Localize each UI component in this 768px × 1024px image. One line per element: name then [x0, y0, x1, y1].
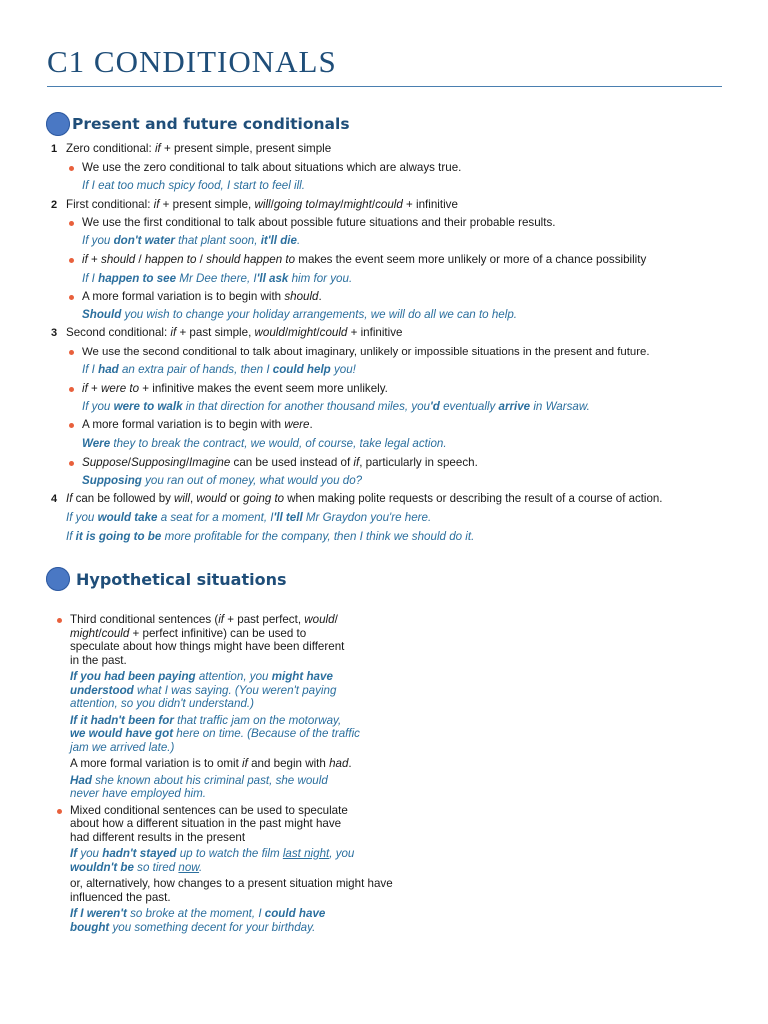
- circle-icon: [46, 567, 70, 591]
- example-sentence: Supposing you ran out of money, what would you do?: [82, 474, 363, 487]
- example-sentence: If you had been paying attention, you might have understood what I was saying. (You weren't paying attention, so you didn't understand.): [70, 670, 337, 710]
- item-number: 2: [51, 199, 58, 211]
- item-heading: If can be followed by will, would or going to when making polite requests or describing the result of a course of action.: [66, 493, 663, 505]
- item-heading: Second conditional: if + past simple, would/might/could + infinitive: [66, 326, 403, 339]
- bullet-text: We use the first conditional to talk about possible future situations and their probable results.: [82, 216, 556, 229]
- example-sentence: If you would take a seat for a moment, I'll tell Mr Graydon you're here.: [66, 511, 432, 524]
- example-sentence: If I weren't so broke at the moment, I could have bought you something decent for your birthday.: [70, 907, 326, 934]
- example-sentence: If I had an extra pair of hands, then I could help you!: [82, 363, 356, 376]
- example-sentence: Should you wish to change your holiday arrangements, we will do all we can to help.: [82, 308, 517, 321]
- bullet-text: We use the zero conditional to talk about situations which are always true.: [82, 161, 462, 174]
- example-sentence: If I eat too much spicy food, I start to feel ill.: [82, 179, 305, 192]
- bullet-text: A more formal variation is to begin with were.: [82, 418, 313, 431]
- item-heading: First conditional: if + present simple, will/going to/may/might/could + infinitive: [66, 198, 458, 211]
- example-sentence: If you were to walk in that direction for another thousand miles, you'd eventually arrive in Warsaw.: [82, 400, 590, 413]
- bullet-text: Mixed conditional sentences can be used to speculate about how a different situation in the past might have had different results in the present: [70, 804, 395, 845]
- circle-icon: [46, 112, 70, 136]
- bullet-text: Suppose/Supposing/Imagine can be used instead of if, particularly in speech.: [82, 456, 478, 469]
- title-divider: [47, 86, 722, 87]
- bullet-text: Third conditional sentences (if + past perfect, would/ might/could + perfect infinitive) can be used to speculate about how things might have been different in the past.: [70, 613, 395, 667]
- item-number: 3: [51, 327, 58, 339]
- example-sentence: If I happen to see Mr Dee there, I'll ask him for you.: [82, 272, 353, 285]
- bullet-text: if + were to + infinitive makes the event seem more unlikely.: [82, 382, 388, 395]
- example-sentence: If it is going to be more profitable for the company, then I think we should do it.: [66, 530, 475, 543]
- example-sentence: If you hadn't stayed up to watch the film last night, you wouldn't be so tired now.: [70, 847, 355, 874]
- bullet-text: We use the second conditional to talk about imaginary, unlikely or impossible situations in the present and future.: [82, 346, 650, 358]
- item-number: 4: [51, 493, 58, 505]
- example-sentence: Had she known about his criminal past, she would never have employed him.: [70, 773, 328, 800]
- example-sentence: If it hadn't been for that traffic jam on the motorway, we would have got here on time. (Because of the traffic jam we arrived late.): [70, 713, 360, 754]
- bullet-text: if + should / happen to / should happen to makes the event seem more unlikely or more of a chance possibility: [82, 253, 647, 266]
- example-sentence: If you don't water that plant soon, it'll die.: [82, 234, 301, 247]
- body-text: or, alternatively, how changes to a present situation might have influenced the past.: [70, 877, 393, 904]
- example-sentence: Were they to break the contract, we would, of course, take legal action.: [82, 437, 447, 450]
- section-heading-hypothetical: [46, 567, 287, 591]
- page-title: C1 CONDITIONALS: [47, 44, 337, 79]
- hypothetical-column: [70, 613, 395, 934]
- section-heading-present-future: [46, 112, 350, 136]
- section-title: Present and future conditionals: [72, 115, 350, 133]
- section-title: Hypothetical situations: [76, 569, 287, 589]
- item-heading: Zero conditional: if + present simple, present simple: [66, 142, 332, 155]
- item-number: 1: [51, 143, 58, 155]
- body-text: A more formal variation is to omit if and begin with had.: [70, 757, 352, 770]
- bullet-text: A more formal variation is to begin with should.: [82, 290, 322, 303]
